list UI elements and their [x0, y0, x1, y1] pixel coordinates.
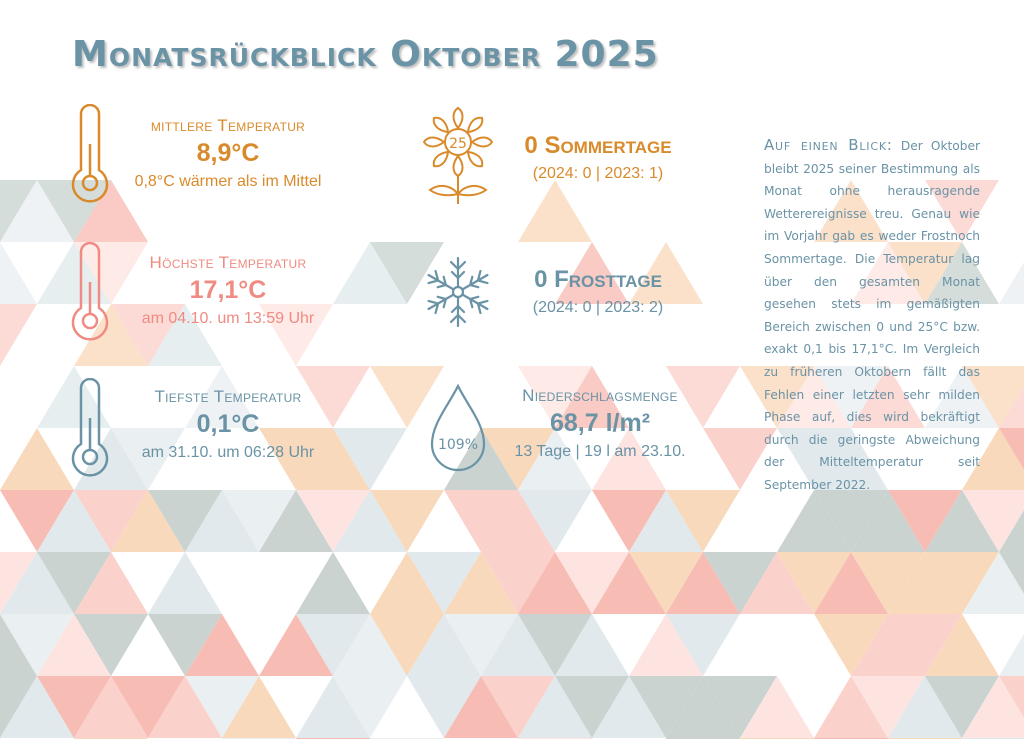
mean-temperature-label: mittlere Temperatur [150, 116, 306, 135]
max-temperature-note: am 04.10. um 13:59 Uhr [141, 310, 315, 327]
precipitation-panel [500, 386, 700, 461]
raindrop-icon [426, 382, 490, 476]
max-temperature-value: 17,1°C [189, 276, 267, 304]
snowflake-icon [422, 254, 494, 330]
mean-temperature-value: 8,9°C [196, 139, 260, 167]
mean-temperature-panel [118, 116, 338, 191]
summary-heading: Auf einen Blick: [764, 136, 893, 154]
frost-days-panel [498, 266, 698, 317]
frost-days-value: 0 Frosttage [534, 266, 662, 293]
max-temperature-label: Höchste Temperatur [149, 253, 307, 272]
min-temperature-note: am 31.10. um 06:28 Uhr [141, 444, 315, 461]
min-temperature-panel [118, 387, 338, 462]
summer-days-value: 0 Sommertage [524, 132, 672, 159]
summer-days-panel [498, 132, 698, 183]
summary-text: Der Oktober bleibt 2025 seiner Bestimmung als Monat ohne herausragende Wetterereignisse treu. Genau wie im Vorjahr gab es weder Frostnoch Sommertage. Die Temperatur lag über den gesamten Monat gesehen stets im gemäßigten Bereich zwischen 0 und 25°C bzw. exakt 0,1 bis 17,1°C. Im Vergleich zu früheren Oktobern fällt das Fehlen einer letzten sehr milden Phase auf, dies wird bekräftigt durch die geringste Abweichung der Mitteltemperatur seit September 2022. [764, 139, 980, 492]
page-title: Monatsrückblick Oktober 2025 [72, 34, 659, 75]
sunflower-badge: 25 [449, 136, 467, 152]
background-triangle [148, 552, 222, 614]
precipitation-note: 13 Tage | 19 l am 23.10. [514, 443, 686, 460]
min-temperature-value: 0,1°C [196, 410, 260, 438]
thermometer-icon [64, 104, 116, 208]
background-triangle [0, 428, 74, 490]
summary-paragraph [764, 134, 980, 497]
background-triangle [296, 552, 370, 614]
precipitation-label: Niederschlagsmenge [522, 386, 678, 405]
background-triangle [0, 304, 37, 366]
background-triangle [999, 242, 1024, 304]
frost-days-note: (2024: 0 | 2023: 2) [532, 299, 664, 316]
precipitation-value: 68,7 l/m² [549, 409, 651, 437]
background-triangle [999, 614, 1024, 676]
mean-temperature-note: 0,8°C wärmer als im Mittel [134, 173, 322, 190]
thermometer-icon [64, 378, 116, 482]
thermometer-icon [64, 242, 116, 346]
summer-days-note: (2024: 0 | 2023: 1) [532, 165, 664, 182]
background-triangle [518, 180, 592, 242]
sunflower-icon [422, 104, 494, 208]
max-temperature-panel [118, 253, 338, 328]
background-triangle [0, 242, 37, 304]
min-temperature-label: Tiefste Temperatur [154, 387, 302, 406]
precipitation-percent: 109% [437, 437, 479, 453]
